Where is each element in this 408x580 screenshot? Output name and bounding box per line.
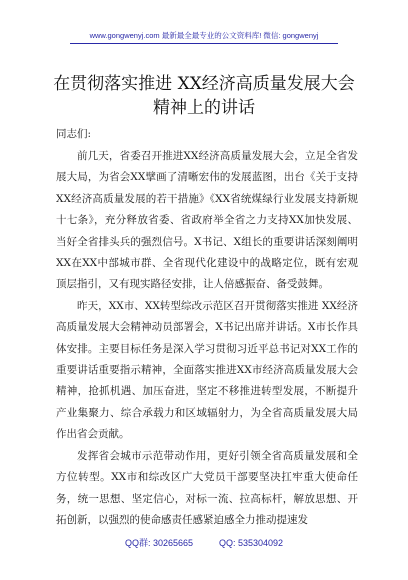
- footer-qq-group: QQ群: 30265665: [124, 538, 193, 548]
- salutation: 同志们:: [56, 128, 92, 140]
- header-divider: [70, 43, 338, 44]
- paragraph-1: 前几天，省委召开推进XX经济高质量发展大会，立足全省发展大局，为省会XX擘画了清晰宏伟的发展蓝图，出台《关于支持XX经济高质量发展的若干措施》《XX省统煤绿行业发展支持新规十七条》，充分释放省委、省政府举全省之力支持XX加快发展、当好全省排头兵的强烈信号。X书记、X组长的重要讲话深刻阐明 XX在XX中部城市群、全省现代化建设中的战略定位，既有宏观顶层指引，又有现实路径安排，让人倍感振奋、备受鼓舞。: [56, 150, 358, 291]
- footer-qq: QQ: 535304092: [218, 538, 284, 548]
- paragraph-2: 昨天，XX市、XX转型综改示范区召开贯彻落实推进 XX经济高质量发展大会精神动员部署会，X书记出席并讲话。X市长作具体安排。主要目标任务是深入学习贯彻习近平总书记对XX工作的重要讲话重要指示精神，全面落实推进XX市经济高质量发展大会精神，抢抓机遇、加压奋进，坚定不移推进转型发展，不断提升产业集聚力、综合承载力和区域辐射力，为全省高质量发展大局作出省会贡献。: [56, 299, 358, 441]
- site-header-banner: www.gongwenyj.com 最新最全最专业的公文资料库! 微信: gongwenyj: [89, 31, 319, 40]
- page-footer: [0, 536, 408, 549]
- paragraph-3: 发挥省会城市示范带动作用，更好引领全省高质量发展和全方位转型。XX市和综改区广大党员干部要坚决扛牢重大使命任务，统一思想、坚定信心，对标一流、拉高标杆，解放思想、开拓创新，以强烈的使命感责任感紧迫感全力推动提速发: [56, 449, 358, 526]
- document-body: [56, 146, 358, 531]
- document-title: 在贯彻落实推进 XX经济高质量发展大会精神上的讲话: [53, 74, 355, 118]
